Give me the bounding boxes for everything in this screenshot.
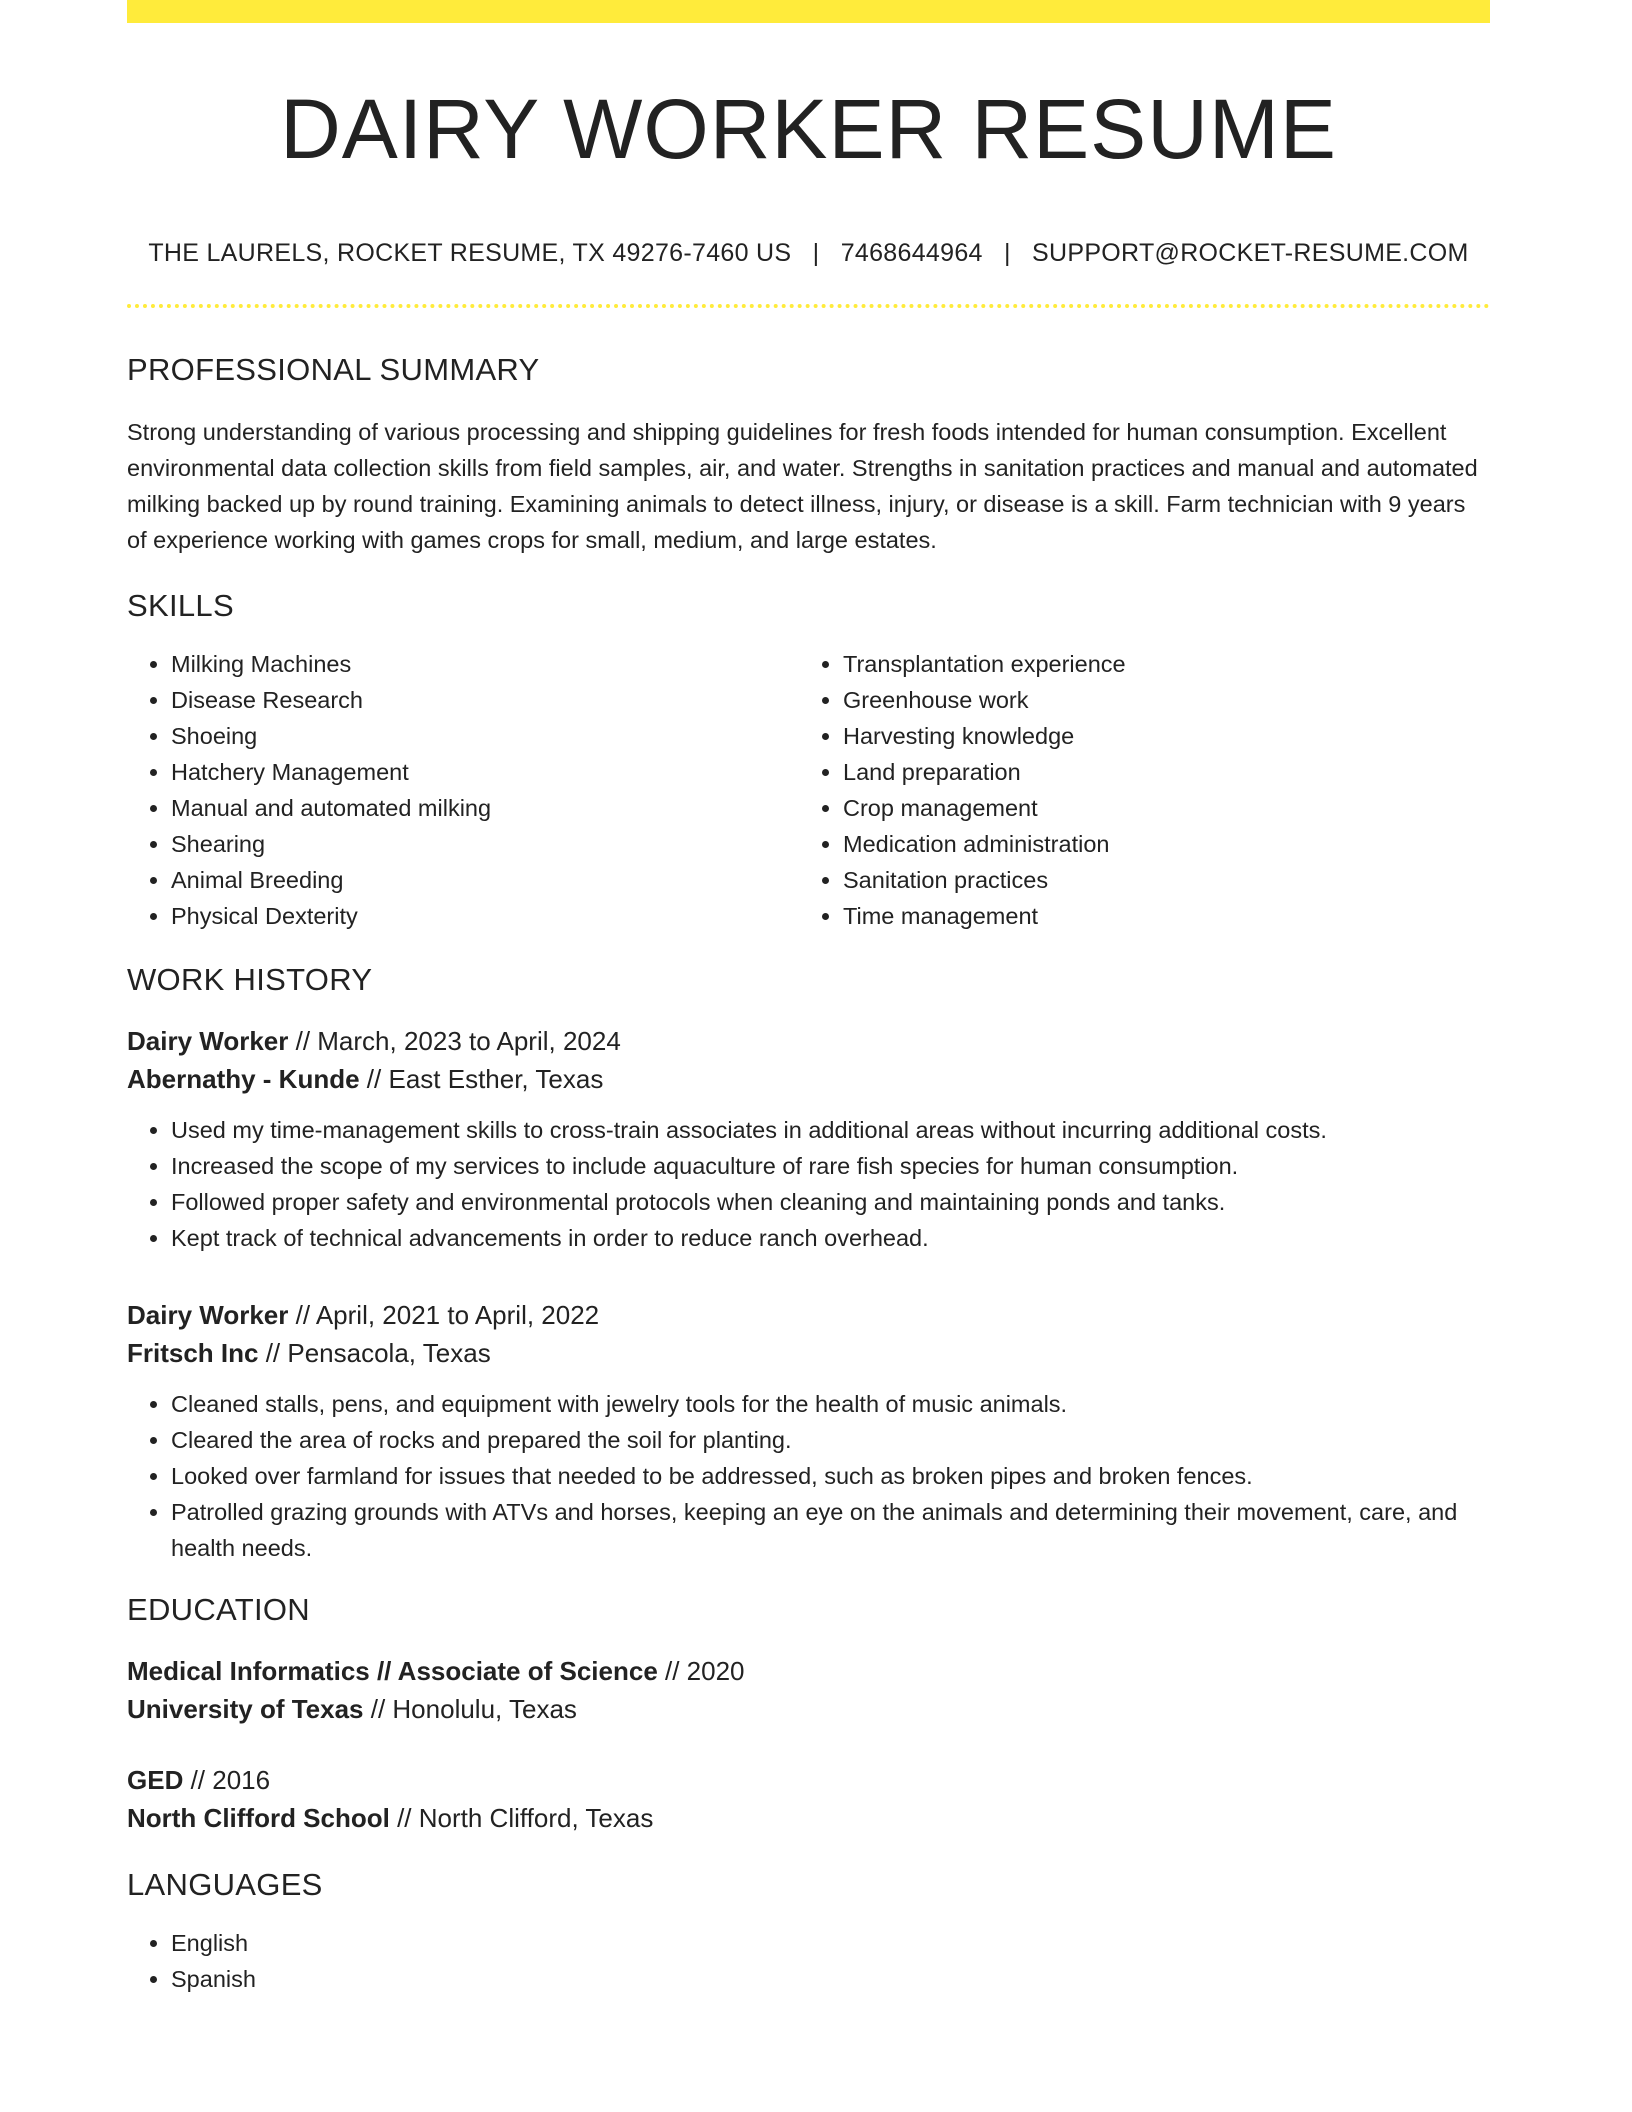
contact-email: SUPPORT@ROCKET-RESUME.COM — [1032, 239, 1469, 268]
duty-item: • Cleared the area of rocks and prepared the soil for planting. — [171, 1422, 1490, 1458]
contact-line — [127, 239, 1490, 268]
summary-heading: PROFESSIONAL SUMMARY — [127, 352, 540, 388]
school-location: // North Clifford, Texas — [389, 1803, 654, 1834]
degree-year: // 2016 — [183, 1765, 271, 1796]
skill-item: • Physical Dexterity — [171, 898, 799, 934]
duty-item: • Looked over farmland for issues that needed to be addressed, such as broken pipes and broken fences. — [171, 1458, 1490, 1494]
school-location: // Honolulu, Texas — [363, 1694, 577, 1725]
job-entry — [127, 1296, 1490, 1372]
contact-address: THE LAURELS, ROCKET RESUME, TX 49276-7460 US — [148, 239, 792, 268]
skills-column-right — [799, 646, 1471, 934]
skill-item: • Harvesting knowledge — [843, 718, 1471, 754]
degree-name: GED — [127, 1765, 184, 1796]
resume-page — [127, 0, 1490, 1997]
job-duties-list — [127, 1386, 1490, 1566]
education-entry — [127, 1761, 1490, 1837]
job-entry — [127, 1022, 1490, 1098]
skill-item: • Medication administration — [843, 826, 1471, 862]
resume-title: DAIRY WORKER RESUME — [280, 82, 1337, 176]
duty-item: • Followed proper safety and environmental protocols when cleaning and maintaining ponds and tanks. — [171, 1184, 1490, 1220]
duty-item: • Used my time-management skills to cross-train associates in additional areas without incurring additional costs. — [171, 1112, 1490, 1148]
job-location: // Pensacola, Texas — [258, 1338, 491, 1369]
skill-item: • Crop management — [843, 790, 1471, 826]
education-heading: EDUCATION — [127, 1592, 310, 1628]
school-line — [127, 1690, 1490, 1728]
school-name: North Clifford School — [127, 1803, 390, 1834]
skill-item: • Milking Machines — [171, 646, 799, 682]
skill-item: • Disease Research — [171, 682, 799, 718]
job-company-line — [127, 1334, 1490, 1372]
degree-name: Medical Informatics // Associate of Science — [127, 1656, 658, 1687]
contact-separator: | — [812, 239, 820, 268]
degree-year: // 2020 — [657, 1656, 745, 1687]
duty-item: • Cleaned stalls, pens, and equipment with jewelry tools for the health of music animals. — [171, 1386, 1490, 1422]
degree-line — [127, 1652, 1490, 1690]
skill-item: • Animal Breeding — [171, 862, 799, 898]
top-accent-bar — [127, 0, 1490, 23]
skill-item: • Hatchery Management — [171, 754, 799, 790]
duty-item: • Kept track of technical advancements in order to reduce ranch overhead. — [171, 1220, 1490, 1256]
contact-separator: | — [1003, 239, 1011, 268]
skills-heading: SKILLS — [127, 588, 234, 624]
skill-item: • Sanitation practices — [843, 862, 1471, 898]
education-entry — [127, 1652, 1490, 1728]
job-title: Dairy Worker — [127, 1026, 289, 1057]
job-title-line — [127, 1022, 1490, 1060]
skill-item: • Land preparation — [843, 754, 1471, 790]
school-name: University of Texas — [127, 1694, 364, 1725]
job-location: // East Esther, Texas — [359, 1064, 604, 1095]
skills-list — [127, 646, 1490, 934]
languages-list — [127, 1925, 1490, 1997]
job-dates: // April, 2021 to April, 2022 — [288, 1300, 600, 1331]
skills-column-left — [127, 646, 799, 934]
summary-text: Strong understanding of various processing and shipping guidelines for fresh foods intended for human consumption. Excellent environmental data collection skills from field samples, air, and water. Strengths in sanitation practices and manual and automated milking backed up by round training. Examining animals to detect illness, injury, or disease is a skill. Farm technician with 9 years of experience working with games crops for small, medium, and large estates. — [127, 419, 1478, 554]
language-item: • English — [171, 1925, 1490, 1961]
job-company-line — [127, 1060, 1490, 1098]
job-company: Abernathy - Kunde — [127, 1064, 360, 1095]
skill-item: • Transplantation experience — [843, 646, 1471, 682]
languages-heading: LANGUAGES — [127, 1867, 323, 1903]
work-history-heading: WORK HISTORY — [127, 962, 373, 998]
language-item: • Spanish — [171, 1961, 1490, 1997]
job-company: Fritsch Inc — [127, 1338, 259, 1369]
skill-item: • Time management — [843, 898, 1471, 934]
school-line — [127, 1799, 1490, 1837]
skill-item: • Manual and automated milking — [171, 790, 799, 826]
skill-item: • Greenhouse work — [843, 682, 1471, 718]
job-dates: // March, 2023 to April, 2024 — [288, 1026, 621, 1057]
skill-item: • Shearing — [171, 826, 799, 862]
job-duties-list — [127, 1112, 1490, 1256]
duty-item: • Patrolled grazing grounds with ATVs and horses, keeping an eye on the animals and determining their movement, care, and health needs. — [171, 1494, 1490, 1566]
duty-item: • Increased the scope of my services to include aquaculture of rare fish species for human consumption. — [171, 1148, 1490, 1184]
contact-phone: 7468644964 — [840, 239, 983, 268]
job-title-line — [127, 1296, 1490, 1334]
skill-item: • Shoeing — [171, 718, 799, 754]
job-title: Dairy Worker — [127, 1300, 289, 1331]
dotted-divider — [127, 304, 1490, 308]
degree-line — [127, 1761, 1490, 1799]
